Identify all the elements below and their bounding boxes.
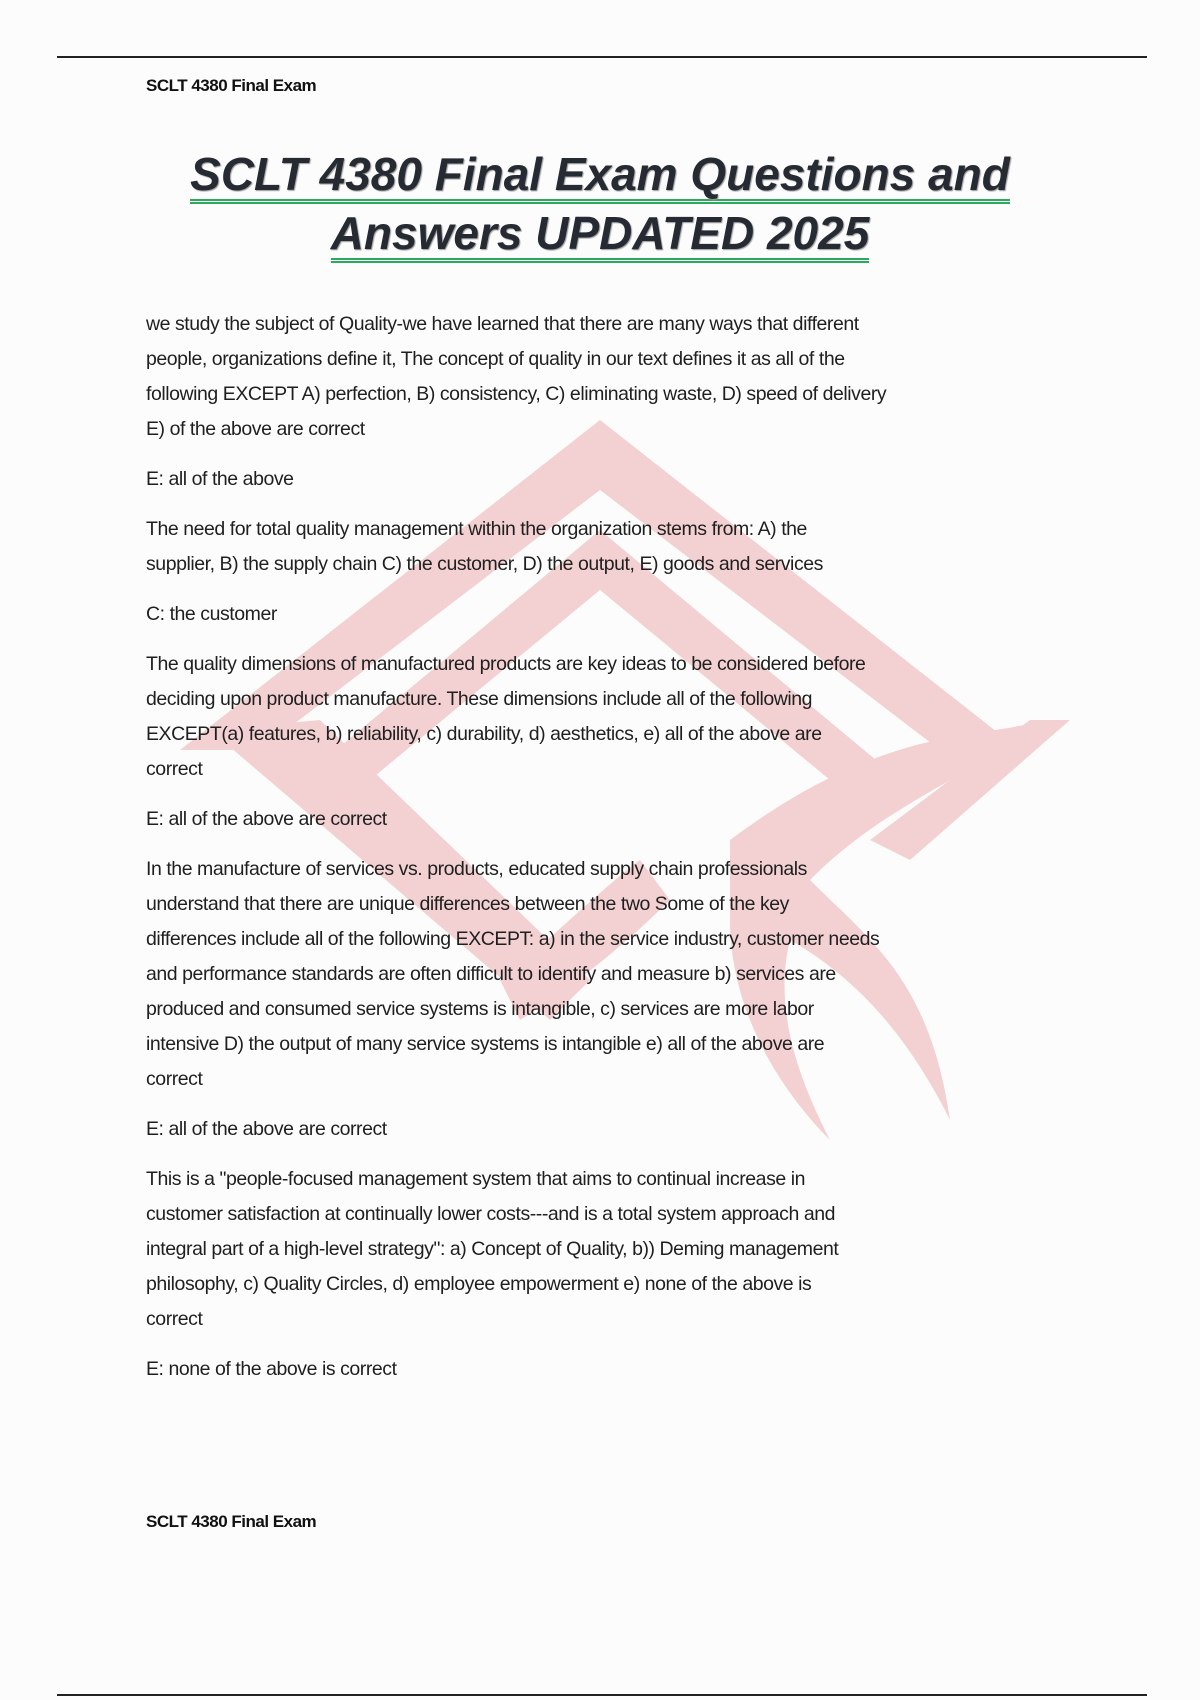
text-line: intensive D) the output of many service systems is intangible e) all of the above are — [146, 1033, 825, 1055]
top-rule — [57, 56, 1147, 58]
text-line: E: all of the above are correct — [146, 808, 387, 830]
text-line: E: all of the above — [146, 468, 294, 490]
text-line: E) of the above are correct — [146, 418, 365, 440]
text-line: supplier, B) the supply chain C) the customer, D) the output, E) goods and services — [146, 553, 823, 575]
text-line: customer satisfaction at continually lower costs---and is a total system approach and — [146, 1203, 836, 1225]
text-line: philosophy, c) Quality Circles, d) employee empowerment e) none of the above is — [146, 1273, 812, 1295]
text-line: correct — [146, 758, 203, 780]
text-line: E: all of the above are correct — [146, 1118, 387, 1140]
text-line: correct — [146, 1068, 203, 1090]
running-footer: SCLT 4380 Final Exam — [146, 1512, 317, 1531]
text-line: correct — [146, 1308, 203, 1330]
text-line: In the manufacture of services vs. products, educated supply chain professionals — [146, 858, 807, 880]
title-line-1: SCLT 4380 Final Exam Questions and — [190, 150, 1010, 204]
text-line: C: the customer — [146, 603, 277, 625]
text-line: differences include all of the following EXCEPT: a) in the service industry, customer needs — [146, 928, 880, 950]
answer-paragraph — [146, 1112, 1106, 1147]
answer-paragraph — [146, 597, 1106, 632]
text-line: deciding upon product manufacture. These dimensions include all of the following — [146, 688, 813, 710]
title-line-2: Answers UPDATED 2025 — [331, 209, 870, 263]
question-paragraph — [146, 307, 1106, 447]
running-header: SCLT 4380 Final Exam — [146, 76, 317, 95]
question-paragraph — [146, 647, 1106, 787]
question-paragraph — [146, 852, 1106, 1097]
bottom-rule — [57, 1694, 1147, 1696]
question-paragraph — [146, 1162, 1106, 1337]
text-line: following EXCEPT A) perfection, B) consistency, C) eliminating waste, D) speed of delivery — [146, 383, 887, 405]
text-line: This is a "people-focused management system that aims to continual increase in — [146, 1168, 806, 1190]
answer-paragraph — [146, 462, 1106, 497]
text-line: produced and consumed service systems is intangible, c) services are more labor — [146, 998, 814, 1020]
text-line: integral part of a high-level strategy": a) Concept of Quality, b)) Deming management — [146, 1238, 839, 1260]
text-line: The quality dimensions of manufactured products are key ideas to be considered before — [146, 653, 866, 675]
document-title — [0, 145, 1200, 263]
text-line: people, organizations define it, The concept of quality in our text defines it as all of the — [146, 348, 845, 370]
text-line: The need for total quality management within the organization stems from: A) the — [146, 518, 807, 540]
answer-paragraph — [146, 1352, 1106, 1387]
answer-paragraph — [146, 802, 1106, 837]
document-body — [146, 307, 1106, 1402]
text-line: E: none of the above is correct — [146, 1358, 397, 1380]
text-line: and performance standards are often difficult to identify and measure b) services are — [146, 963, 836, 985]
text-line: we study the subject of Quality-we have learned that there are many ways that different — [146, 313, 859, 335]
text-line: understand that there are unique differences between the two Some of the key — [146, 893, 789, 915]
text-line: EXCEPT(a) features, b) reliability, c) durability, d) aesthetics, e) all of the above are — [146, 723, 822, 745]
question-paragraph — [146, 512, 1106, 582]
